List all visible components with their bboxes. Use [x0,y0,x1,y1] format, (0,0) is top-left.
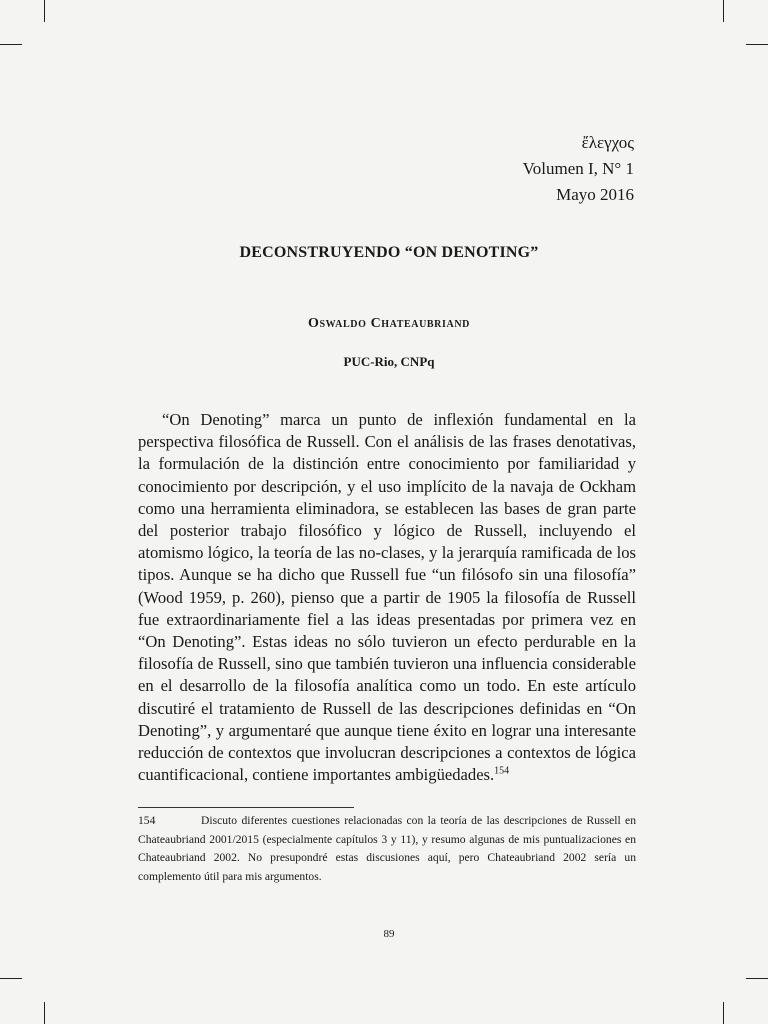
journal-date: Mayo 2016 [556,185,634,204]
crop-mark-bottom-right-horizontal [746,978,768,979]
footnote-reference[interactable]: 154 [494,765,510,777]
crop-mark-bottom-left [44,1002,45,1024]
footnote-divider [138,807,354,808]
journal-volume: Volumen I, N° 1 [522,159,634,178]
crop-mark-top-left-horizontal [0,44,22,45]
footnote-text: Discuto diferentes cuestiones relacionadas con la teoría de las descripciones de Russell en Chateaubriand 2001/2015 (especialmente capítulos 3 y 11), y resumo algunas de mis puntualizaciones en Chateaubriand 2002. No presupondré estas discusiones aquí, pero Chateaubriand 2002 sería un complemento útil para mis argumentos. [138,814,636,883]
body-paragraph: “On Denoting” marca un punto de inflexión fundamental en la perspectiva filosófica de Russell. Con el análisis de las frases denotativas, la formulación de la distinción entre conocimiento por familiaridad y conocimiento por descripción, y el uso implícito de la navaja de Ockham como una herramienta eliminadora, se establecen las bases de gran parte del posterior trabajo filosófico y lógico de Russell, incluyendo el atomismo lógico, la teoría de las no-clases, y la jerarquía ramificada de los tipos. Aunque se ha dicho que Russell fue “un filósofo sin una filosofía” (Wood 1959, p. 260), pienso que a partir de 1905 la filosofía de Russell fue extraordinariamente fiel a las ideas presentadas por primera vez en “On Denoting”. Estas ideas no sólo tuvieron un efecto perdurable en la filosofía de Russell, sino que también tuvieron una influencia considerable en el desarrollo de la filosofía analítica como un todo. En este artículo discutiré el tratamiento de Russell de las descripciones definidas en “On Denoting”, y argumentaré que aunque tiene éxito en lograr una interesante reducción de contextos que involucran descripciones a contextos de lógica cuantificacional, contiene importantes ambigüedades. [138,410,636,785]
author-affiliation: PUC-Rio, CNPq [343,354,435,369]
page-number: 89 [383,928,395,940]
footnote-number: 154 [138,814,156,827]
crop-mark-top-left [44,0,45,22]
article-author: Oswaldo Chateaubriand [308,316,470,331]
footnote [138,812,636,886]
crop-mark-bottom-left-horizontal [0,978,22,979]
crop-mark-top-right-horizontal [746,44,768,45]
crop-mark-bottom-right [723,1002,724,1024]
journal-name: ἔλεγχος [581,133,634,152]
crop-mark-top-right [723,0,724,22]
article-body [138,409,636,786]
article-title: DECONSTRUYENDO “ON DENOTING” [239,244,539,261]
journal-header [523,130,634,208]
